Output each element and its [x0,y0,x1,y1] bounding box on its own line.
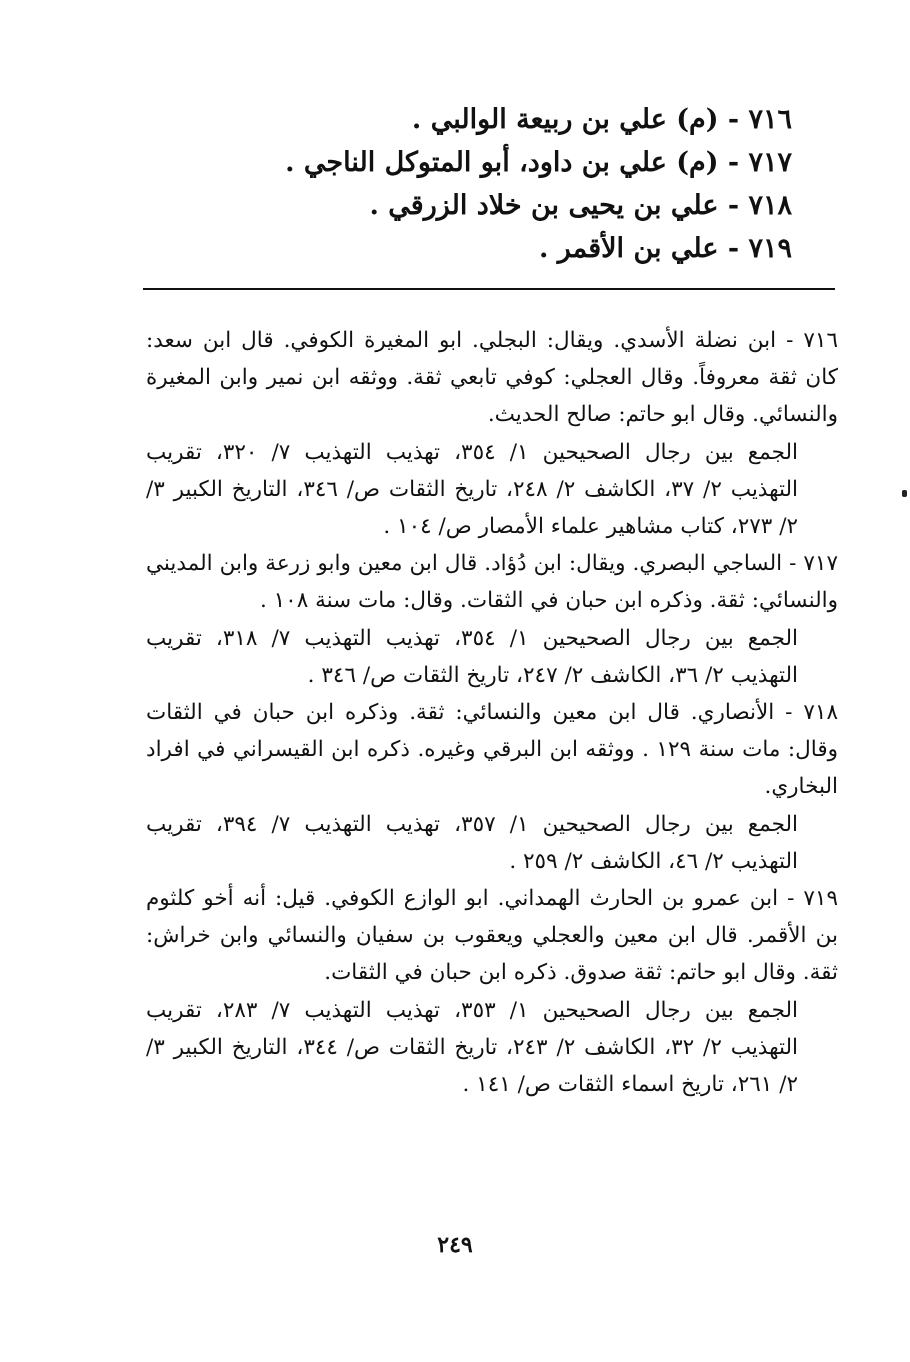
footnotes [146,322,838,1103]
heading-718: ٧١٨ - علي بن يحيى بن خلاد الزرقي . [369,190,792,221]
footnote-717 [146,545,838,694]
footnote-text: ٧١٧ - الساجي البصري. ويقال: ابن دُؤاد. قال ابن معين وابو زرعة وابن المديني والنسائي: ثقة. وذكره ابن حبان في الثقات. وقال: مات سنة ١٠٨ . [146,551,838,614]
footnote-divider [143,288,835,290]
scan-speck [902,490,907,497]
footnote-text: ٧١٩ - ابن عمرو بن الحارث الهمداني. ابو الوازع الكوفي. قيل: أنه أخو كلثوم بن الأقمر. قال ابن معين والعجلي ويعقوب بن سفيان والنسائي وابن خراش: ثقة. وقال ابو حاتم: ثقة صدوق. ذكره ابن حبان في الثقات. [146,886,838,986]
entry-headings [152,98,792,270]
heading-716: ٧١٦ - (م) علي بن ربيعة الوالبي . [411,104,792,135]
footnote-sources: الجمع بين رجال الصحيحين ١/ ٣٥٧، تهذيب التهذيب ٧/ ٣٩٤، تقريب التهذيب ٢/ ٤٦، الكاشف ٢/ ٢٥٩ . [146,811,799,874]
footnote-719 [146,880,838,1103]
footnote-text: ٧١٦ - ابن نضلة الأسدي. ويقال: البجلي. ابو المغيرة الكوفي. قال ابن سعد: كان ثقة معروفاً. وقال العجلي: كوفي تابعي ثقة. ووثقه ابن نمير وابن المغيرة والنسائي. وقال ابو حاتم: صالح الحديث. [146,328,838,428]
heading-719: ٧١٩ - علي بن الأقمر . [538,233,792,264]
footnote-text: ٧١٨ - الأنصاري. قال ابن معين والنسائي: ثقة. وذكره ابن حبان في الثقات وقال: مات سنة ١٢٩ . ووثقه ابن البرقي وغيره. ذكره ابن القيسراني في افراد البخاري. [146,700,838,800]
heading-717: ٧١٧ - (م) علي بن داود، أبو المتوكل الناجي . [285,147,792,178]
page-number: ٢٤٩ [437,1232,473,1258]
footnote-716 [146,322,838,545]
footnote-718 [146,694,838,880]
footnote-sources: الجمع بين رجال الصحيحين ١/ ٣٥٤، تهذيب التهذيب ٧/ ٣١٨، تقريب التهذيب ٢/ ٣٦، الكاشف ٢/ ٢٤٧، تاريخ الثقات ص/ ٣٤٦ . [146,625,799,688]
footnote-sources: الجمع بين رجال الصحيحين ١/ ٣٥٣، تهذيب التهذيب ٧/ ٢٨٣، تقريب التهذيب ٢/ ٣٢، الكاشف ٢/ ٢٤٣، تاريخ الثقات ص/ ٣٤٤، التاريخ الكبير ٣/ ٢/ ٢٦١، تاريخ اسماء الثقات ص/ ١٤١ . [146,997,799,1098]
footnote-sources: الجمع بين رجال الصحيحين ١/ ٣٥٤، تهذيب التهذيب ٧/ ٣٢٠، تقريب التهذيب ٢/ ٣٧، الكاشف ٢/ ٢٤٨، تاريخ الثقات ص/ ٣٤٦، التاريخ الكبير ٣/ ٢/ ٢٧٣، كتاب مشاهير علماء الأمصار ص/ ١٠٤ . [146,439,799,540]
